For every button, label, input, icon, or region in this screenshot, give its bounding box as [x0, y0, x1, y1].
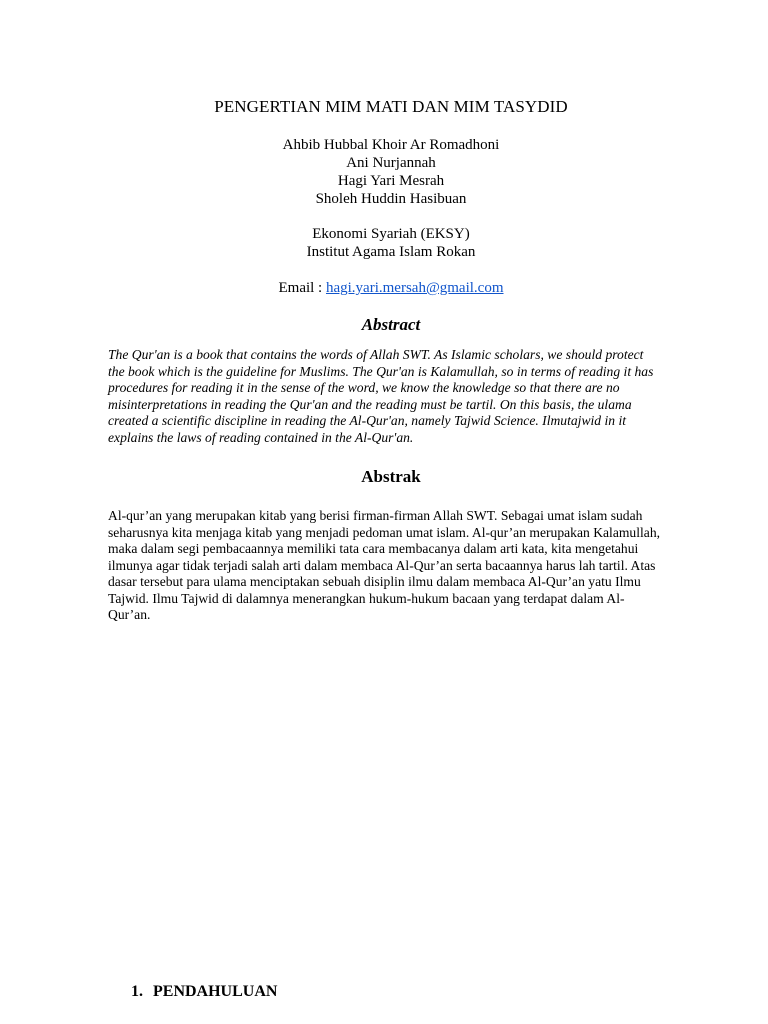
- abstract-line: created a scientific discipline in reading the Al-Qur'an, namely Tajwid Science. Ilmutajwid in it: [108, 413, 627, 428]
- abstract-line: The Qur'an is a book that contains the words of Allah SWT. As Islamic scholars, we should protect: [108, 347, 644, 362]
- abstrak-line: dasar tersebut para ulama menciptakan sebuah disiplin ilmu dalam membaca Al-Qur’an yatu Ilmu: [108, 574, 641, 589]
- affiliation: [0, 225, 768, 261]
- abstrak-line: ilmunya agar tidak terjadi salah arti dalam membaca Al-Qur’an serta bacaannya harus lah tartil. Atas: [108, 557, 656, 573]
- abstract-line: procedures for reading it in the sense of the word, we know the knowledge so that there are no: [108, 380, 620, 395]
- abstract-line: misinterpretations in reading the Qur'an and the reading must be tartil. On this basis, the ulama: [108, 396, 632, 412]
- abstrak-line: seharusnya kita menjaga kitab yang menjadi pedoman umat islam. Al-qur’an merupakan Kalamullah,: [108, 524, 661, 540]
- author-list: [0, 136, 768, 208]
- abstract-line: the book which is the guideline for Muslims. The Qur'an is Kalamullah, so in terms of reading it has: [108, 363, 654, 379]
- section-number: 1.: [131, 983, 143, 1000]
- abstrak-heading: Abstrak: [361, 467, 421, 486]
- affiliation-program: Ekonomi Syariah (EKSY): [312, 226, 470, 242]
- abstrak-line: Qur’an.: [108, 607, 151, 622]
- abstract-line: explains the laws of reading contained in the Al-Qur'an.: [108, 429, 414, 445]
- paper-title: PENGERTIAN MIM MATI DAN MIM TASYDID: [214, 97, 568, 116]
- abstract-heading: Abstract: [361, 315, 421, 334]
- abstract-paragraph: [108, 347, 674, 446]
- section-heading: [131, 983, 277, 1001]
- abstrak-line: Tajwid. Ilmu Tajwid di dalamnya menerangkan hukum-hukum bacaan yang terdapat dalam Al-: [108, 590, 625, 606]
- author-name: Ahbib Hubbal Khoir Ar Romadhoni: [282, 137, 500, 153]
- abstrak-paragraph: [108, 508, 674, 624]
- email-label: Email :: [278, 280, 326, 296]
- abstrak-line: Al-qur’an yang merupakan kitab yang berisi firman-firman Allah SWT. Sebagai umat islam sudah: [108, 508, 643, 523]
- author-name: Sholeh Huddin Hasibuan: [315, 191, 467, 207]
- email-line: [0, 279, 768, 297]
- author-name: Ani Nurjannah: [346, 155, 436, 171]
- affiliation-institution: Institut Agama Islam Rokan: [306, 244, 476, 260]
- section-title: PENDAHULUAN: [153, 983, 278, 1000]
- abstrak-line: maka dalam segi pembacaannya memiliki tata cara membacanya dalam arti kata, kita mengetahui: [108, 541, 639, 556]
- email-link[interactable]: hagi.yari.mersah@gmail.com: [325, 280, 504, 296]
- author-name: Hagi Yari Mesrah: [337, 173, 445, 189]
